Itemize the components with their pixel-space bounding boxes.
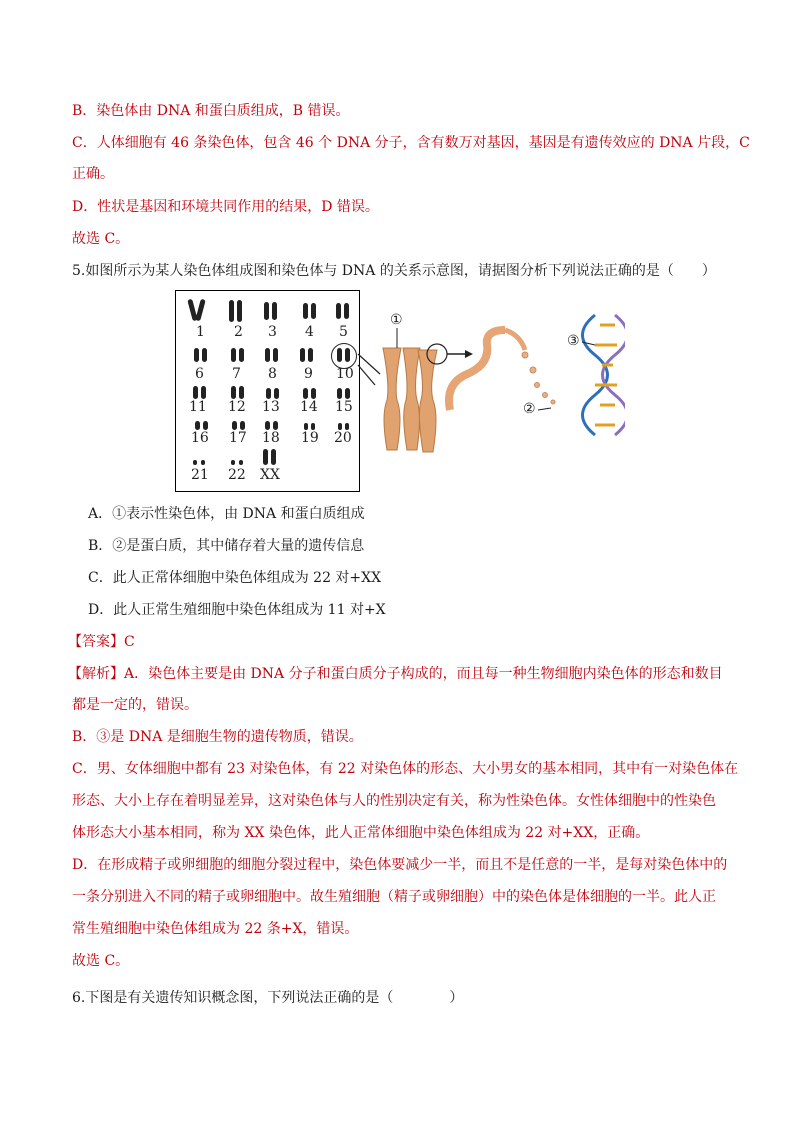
karyo-label: XX [260, 467, 280, 483]
karyo-label: 3 [268, 324, 277, 340]
karyo-label: 1 [196, 324, 205, 340]
analysis-c-line3: 体形态大小基本相同，称为 XX 染色体，此人正常体细胞中染色体组成为 22 对+XX，正确。 [72, 825, 650, 841]
marker-2: ② [523, 401, 536, 417]
prev-option-c-line2: 正确。 [72, 166, 114, 182]
karyo-label: 17 [229, 430, 247, 446]
analysis-c-line1: C．男、女体细胞中都有 23 对染色体，有 22 对染色体的形态、大小男女的基本相同，其中有一对染色体在 [72, 761, 739, 777]
karyo-label: 10 [336, 366, 354, 382]
karyo-label: 18 [262, 430, 280, 446]
analysis-b: B．③是 DNA 是细胞生物的遗传物质，错误。 [72, 729, 363, 745]
prev-option-c-line1: C．人体细胞有 46 条染色体，包含 46 个 DNA 分子，含有数万对基因，基因是有遗传效应的 DNA 片段，C [72, 135, 750, 151]
dna-helix [583, 315, 626, 435]
karyo-label: 21 [191, 467, 209, 483]
karyo-label: 13 [262, 399, 280, 415]
analysis-a-line1: 【解析】A．染色体主要是由 DNA 分子和蛋白质分子构成的，而且每一种生物细胞内染色体的形态和数目 [68, 666, 723, 682]
option-d: D．此人正常生殖细胞中染色体组成为 11 对+X [88, 602, 386, 618]
connector-line [358, 365, 375, 385]
karyo-label: 7 [232, 366, 241, 382]
karyo-label: 11 [189, 399, 207, 415]
prev-option-d: D．性状是基因和环境共同作用的结果，D 错误。 [72, 199, 379, 215]
marker2-leader [538, 408, 551, 410]
karyo-label: 6 [195, 366, 204, 382]
option-a: A．①表示性染色体，由 DNA 和蛋白质组成 [88, 506, 365, 522]
karyo-label: 9 [304, 366, 313, 382]
q5-stem: 5.如图所示为某人染色体组成图和染色体与 DNA 的关系示意图，请据图分析下列说法正确的是（ ） [72, 263, 716, 279]
karyo-label: 2 [234, 324, 243, 340]
karyo-label: 15 [335, 399, 353, 415]
analysis-d-line1: D．在形成精子或卵细胞的细胞分裂过程中，染色体要减少一半，而且不是任意的一半，是每对染色体中的 [72, 857, 728, 873]
karyo-label: 22 [228, 467, 246, 483]
marker-1: ① [390, 312, 403, 328]
karyo-label: 19 [301, 430, 319, 446]
coiled-fiber [449, 330, 525, 410]
marker-3: ③ [567, 333, 580, 349]
chromosome-x-pair [383, 348, 437, 452]
analysis-choose: 故选 C。 [72, 953, 130, 969]
analysis-c-line2: 形态、大小上存在着明显差异，这对染色体与人的性别决定有关，称为性染色体。女性体细胞中的性染色 [72, 793, 716, 809]
q6-stem: 6.下图是有关遗传知识概念图，下列说法正确的是（ ） [72, 990, 464, 1006]
option-b: B．②是蛋白质，其中储存着大量的遗传信息 [88, 538, 365, 554]
karyo-label: 20 [334, 430, 352, 446]
karyo-label: 16 [191, 430, 209, 446]
answer-label: 【答案】C [68, 634, 135, 650]
karyo-label: 4 [305, 324, 314, 340]
karyo-label: 8 [268, 366, 277, 382]
karyo-label: 12 [228, 399, 246, 415]
prev-choose: 故选 C。 [72, 231, 130, 247]
karyo-label: 5 [339, 324, 348, 340]
analysis-d-line3: 常生殖细胞中染色体组成为 22 条+X，错误。 [72, 921, 359, 937]
connector-line [358, 354, 380, 374]
analysis-a-line2: 都是一定的，错误。 [72, 697, 198, 713]
karyo-label: 14 [300, 399, 318, 415]
option-c: C．此人正常体细胞中染色体组成为 22 对+XX [88, 570, 382, 586]
prev-option-b: B．染色体由 DNA 和蛋白质组成，B 错误。 [72, 103, 350, 119]
analysis-d-line2: 一条分别进入不同的精子或卵细胞中。故生殖细胞（精子或卵细胞）中的染色体是体细胞的一半。此人正 [72, 889, 716, 905]
arrow-head [465, 350, 473, 358]
chromosome-figure [175, 290, 625, 495]
